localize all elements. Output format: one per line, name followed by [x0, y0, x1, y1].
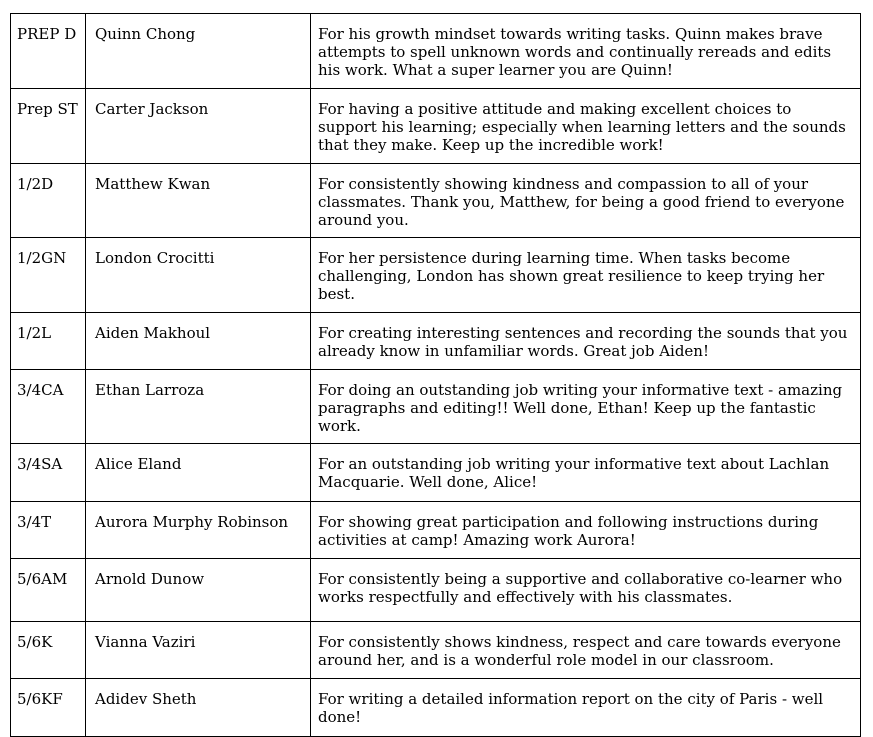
- award-reason-cell: For writing a detailed information report on the city of Paris - well done!: [311, 679, 861, 737]
- student-name-cell: Adidev Sheth: [86, 679, 311, 737]
- student-name-cell: Quinn Chong: [86, 14, 311, 89]
- table-row: [11, 502, 861, 559]
- award-reason-cell: For his growth mindset towards writing tasks. Quinn makes brave attempts to spell unknown words and continually rereads and edits his work. What a super learner you are Quinn!: [311, 14, 861, 89]
- awards-table-body: [11, 14, 861, 737]
- student-name-cell: Ethan Larroza: [86, 370, 311, 444]
- class-cell: 3/4T: [11, 502, 86, 559]
- student-name-cell: London Crocitti: [86, 238, 311, 313]
- student-name-cell: Arnold Dunow: [86, 559, 311, 622]
- table-row: [11, 559, 861, 622]
- class-cell: 3/4CA: [11, 370, 86, 444]
- class-cell: 5/6AM: [11, 559, 86, 622]
- class-cell: 1/2L: [11, 313, 86, 370]
- class-cell: Prep ST: [11, 89, 86, 164]
- class-cell: 3/4SA: [11, 444, 86, 502]
- award-reason-cell: For doing an outstanding job writing your informative text - amazing paragraphs and editing!! Well done, Ethan! Keep up the fantastic work.: [311, 370, 861, 444]
- table-row: [11, 679, 861, 737]
- table-row: [11, 370, 861, 444]
- class-cell: 5/6K: [11, 622, 86, 679]
- student-name-cell: Carter Jackson: [86, 89, 311, 164]
- class-cell: PREP D: [11, 14, 86, 89]
- award-reason-cell: For having a positive attitude and making excellent choices to support his learning; especially when learning letters and the sounds that they make. Keep up the incredible work!: [311, 89, 861, 164]
- student-name-cell: Aiden Makhoul: [86, 313, 311, 370]
- student-name-cell: Aurora Murphy Robinson: [86, 502, 311, 559]
- table-row: [11, 238, 861, 313]
- student-name-cell: Alice Eland: [86, 444, 311, 502]
- award-reason-cell: For her persistence during learning time. When tasks become challenging, London has shown great resilience to keep trying her best.: [311, 238, 861, 313]
- award-reason-cell: For consistently showing kindness and compassion to all of your classmates. Thank you, Matthew, for being a good friend to everyone around you.: [311, 164, 861, 238]
- class-cell: 5/6KF: [11, 679, 86, 737]
- student-name-cell: Matthew Kwan: [86, 164, 311, 238]
- class-cell: 1/2GN: [11, 238, 86, 313]
- award-reason-cell: For showing great participation and following instructions during activities at camp! Amazing work Aurora!: [311, 502, 861, 559]
- table-row: [11, 164, 861, 238]
- table-row: [11, 14, 861, 89]
- class-cell: 1/2D: [11, 164, 86, 238]
- award-reason-cell: For consistently shows kindness, respect and care towards everyone around her, and is a wonderful role model in our classroom.: [311, 622, 861, 679]
- awards-table: [10, 13, 861, 737]
- award-reason-cell: For an outstanding job writing your informative text about Lachlan Macquarie. Well done, Alice!: [311, 444, 861, 502]
- award-reason-cell: For creating interesting sentences and recording the sounds that you already know in unfamiliar words. Great job Aiden!: [311, 313, 861, 370]
- table-row: [11, 444, 861, 502]
- table-row: [11, 622, 861, 679]
- student-name-cell: Vianna Vaziri: [86, 622, 311, 679]
- award-reason-cell: For consistently being a supportive and collaborative co-learner who works respectfully and effectively with his classmates.: [311, 559, 861, 622]
- table-row: [11, 313, 861, 370]
- table-row: [11, 89, 861, 164]
